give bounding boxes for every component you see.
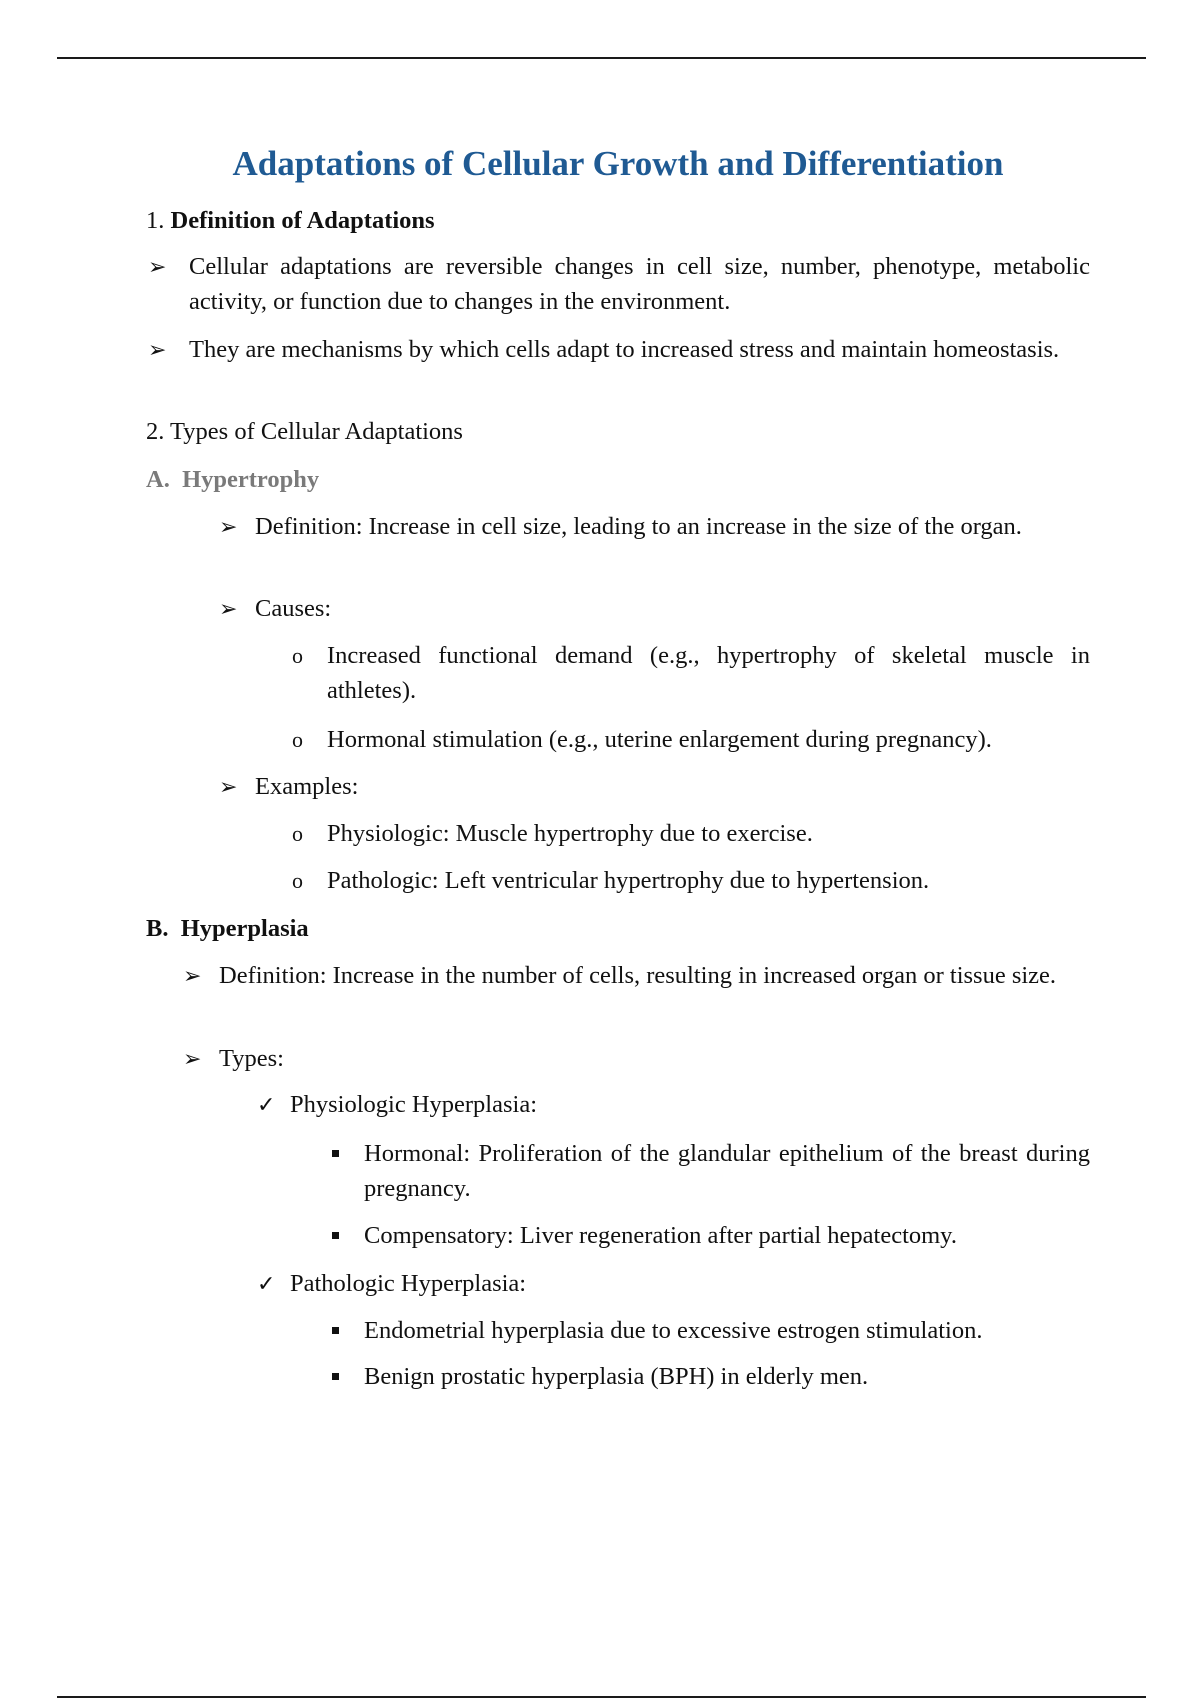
bullet-text: Hormonal stimulation (e.g., uterine enlargement during pregnancy). [327,726,992,753]
hypertrophy-heading: A. Hypertrophy [146,466,320,493]
types-label: Types: [219,1045,284,1072]
square-bullet-icon [332,1150,339,1157]
section-2-heading: 2. Types of Cellular Adaptations [146,418,463,445]
bullet-text: Benign prostatic hyperplasia (BPH) in elderly men. [364,1363,869,1390]
bullet-text: Cellular adaptations are reversible changes in cell size, number, phenotype, metabolic activity, or function due to changes in the environment. [189,253,1090,315]
square-bullet-icon [332,1373,339,1380]
section-1-heading: 1. Definition of Adaptations [146,207,435,234]
arrow-bullet-icon: ➢ [219,514,238,539]
bullet-text: Definition: Increase in the number of cells, resulting in increased organ or tissue size. [219,962,1057,989]
arrow-bullet-icon: ➢ [183,963,202,988]
square-bullet-icon [332,1327,339,1334]
circle-bullet-icon: o [292,868,303,893]
circle-bullet-icon: o [292,643,303,668]
bullet-text: Hormonal: Proliferation of the glandular epithelium of the breast during pregnancy. [364,1140,1090,1202]
check-icon: ✓ [257,1271,276,1296]
arrow-bullet-icon: ➢ [219,596,238,621]
top-rule [57,57,1146,59]
hyperplasia-heading: B. Hyperplasia [146,915,309,942]
bullet-text: Definition: Increase in cell size, leading to an increase in the size of the organ. [255,513,1022,540]
arrow-bullet-icon: ➢ [148,337,167,362]
arrow-bullet-icon: ➢ [219,774,238,799]
bullet-text: Pathologic: Left ventricular hypertrophy due to hypertension. [327,867,930,894]
bullet-text: Physiologic: Muscle hypertrophy due to exercise. [327,820,813,847]
physiologic-label: Physiologic Hyperplasia: [290,1091,538,1118]
causes-label: Causes: [255,595,332,622]
pathologic-label: Pathologic Hyperplasia: [290,1270,527,1297]
bullet-text: They are mechanisms by which cells adapt to increased stress and maintain homeostasis. [189,336,1060,363]
circle-bullet-icon: o [292,821,303,846]
arrow-bullet-icon: ➢ [183,1046,202,1071]
page-title: Adaptations of Cellular Growth and Differentiation [232,144,1004,183]
bullet-text: Compensatory: Liver regeneration after partial hepatectomy. [364,1222,957,1249]
arrow-bullet-icon: ➢ [148,254,167,279]
square-bullet-icon [332,1232,339,1239]
check-icon: ✓ [257,1092,276,1117]
bullet-text: Endometrial hyperplasia due to excessive estrogen stimulation. [364,1317,983,1344]
bottom-rule [57,1696,1146,1698]
examples-label: Examples: [255,773,359,800]
bullet-text: Increased functional demand (e.g., hypertrophy of skeletal muscle in athletes). [327,642,1090,704]
circle-bullet-icon: o [292,727,303,752]
